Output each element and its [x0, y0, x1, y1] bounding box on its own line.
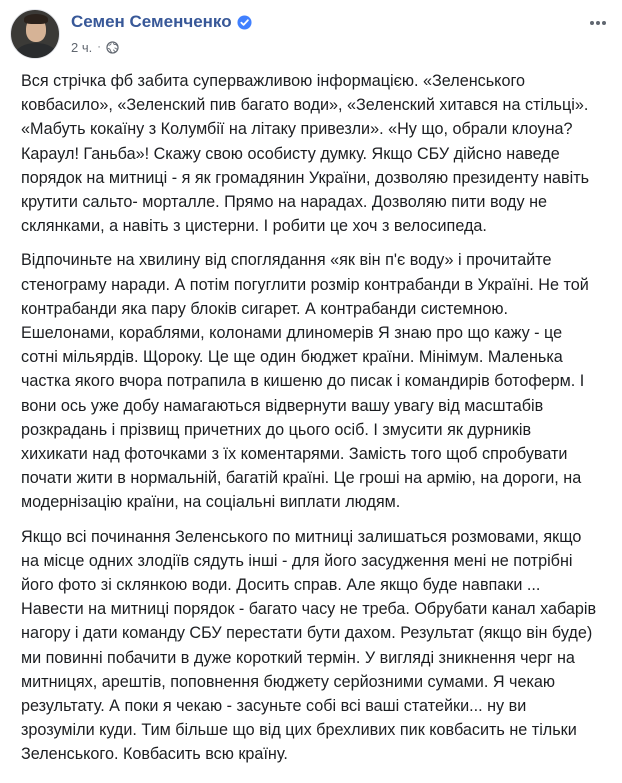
avatar-shirt — [15, 43, 57, 59]
author-name-link[interactable]: Семен Семенченко — [71, 12, 232, 31]
post-paragraph-1: Вся стрічка фб забита суперважливою інформацією. «Зеленського ковбасило», «Зеленский пив багато води», «Зеленский хитався на стільці». «Мабуть кокаїну з Колумбії на літаку привезли». «Ну що, обрали клоуна? Караул! Ганьба»! Скажу свою особисту думку. Якщо СБУ дійсно наведе порядок на митниці - я як громадянин України, дозволяю президенту навіть крутити сальто- морталле. Прямо на нарадах. Дозволяю пити воду не склянками, а навіть з цистерни. І робити це хоч з велосипеда. — [21, 72, 590, 236]
post-timestamp[interactable]: 2 ч. — [71, 39, 93, 55]
author-avatar[interactable] — [10, 9, 60, 59]
verified-badge-icon — [237, 15, 252, 30]
meta-separator-dot: · — [97, 41, 101, 53]
post-body — [21, 69, 601, 777]
post-paragraph-2: Відпочиньте на хвилину від споглядання «як він п'є воду» і прочитайте стенограму наради. А потім погуглити розмір контрабанди в Україні. Не той контрабанди яка пару блоків сигарет. А контрабанди системною. Ешелонами, кораблями, колонами длиномерів Я знаю про що кажу - це сотні мільярдів. Щороку. Це ще один бюджет країни. Мінімум. Маленька частка якого вчора потрапила в кишеню до писак і командирів ботоферм. І вони ось уже добу намагаються відвернути вашу увагу від масштабів розкрадань і прізвищ причетних до цього осіб. І змусити як дурників хихикати над фоточками з їх коментарями. Замість того щоб спробувати почати жити в нормальній, багатій країні. Це гроші на армію, на дороги, на модернізацію країни, на соціальні виплати людям. — [21, 251, 589, 512]
post-meta — [71, 38, 119, 56]
more-dots-icon — [589, 20, 607, 26]
post-header — [10, 9, 612, 61]
author-line — [71, 11, 252, 33]
avatar-hair — [24, 14, 48, 24]
post-paragraph-3: Якщо всі починання Зеленського по митниці залишаться розмовами, якщо на місце одних злодіїв сядуть інші - для його засудження мені не потрібні його фото зі склянкою води. Досить справ. Але якщо буде навпаки ... Навести на митниці порядок - багато часу не треба. Обрубати канал хабарів нагору і дати команду СБУ перестати бути дахом. Результат (якщо він буде) ми повинні побачити в дуже короткий термін. У вигляді зникнення черг на митницях, арештів, поповнення бюджету серйозними сумами. Я чекаю результату. А поки я чекаю - засуньте собі всі ваші статейки... ну ви зрозуміли куди. Тим більше що від цих брехливих пик ковбасить не тільки Зеленського. Ковбасить всю країну. — [21, 527, 597, 764]
globe-icon[interactable] — [106, 41, 119, 54]
more-options-button[interactable] — [586, 13, 610, 33]
